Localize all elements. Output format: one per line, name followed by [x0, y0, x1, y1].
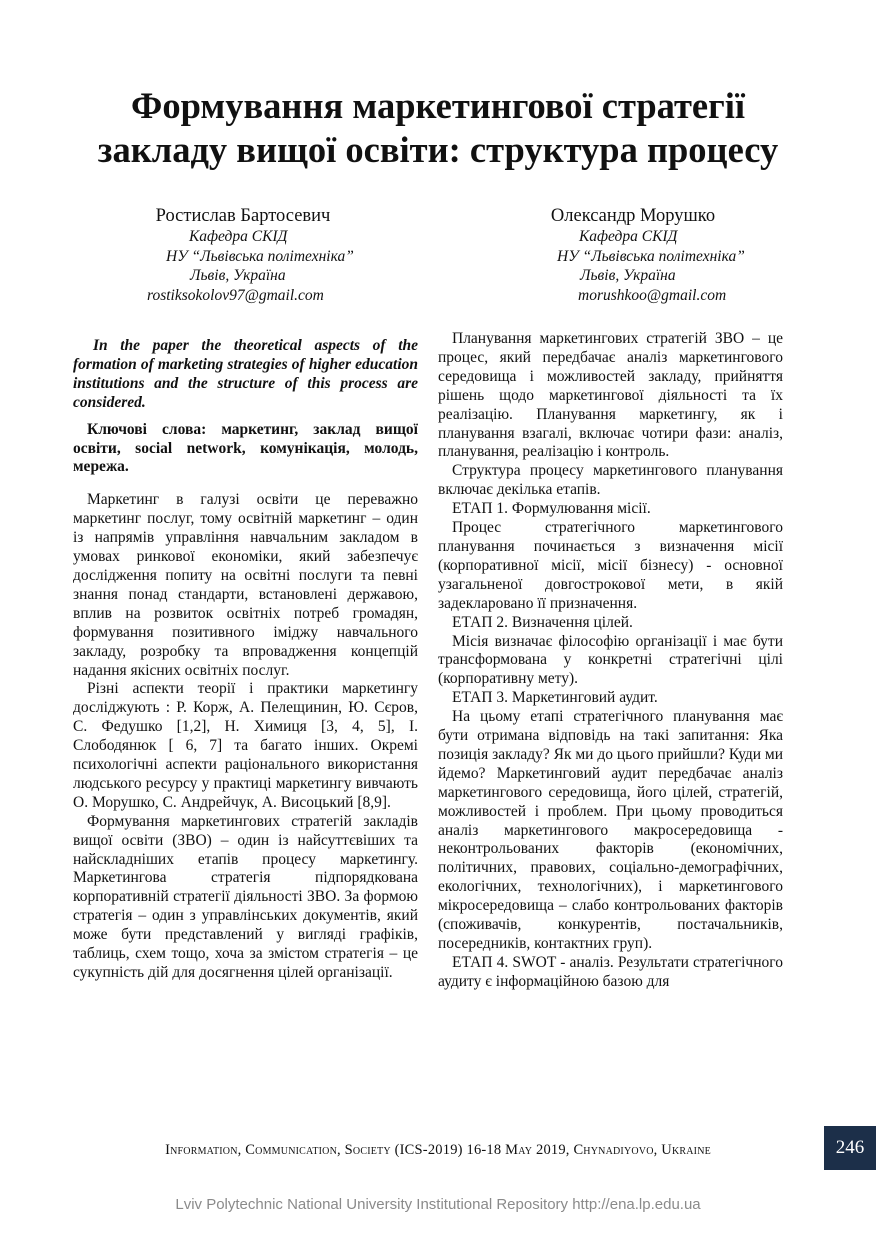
stage-heading: ЕТАП 2. Визначення цілей.	[452, 613, 633, 631]
author-city: Львів, Україна	[580, 267, 676, 284]
left-column	[73, 337, 418, 983]
body-paragraph: ЕТАП 4. SWOT - аналіз. Результати стратегічного аудиту є інформаційною базою для	[438, 953, 783, 990]
body-paragraph: Планування маркетингових стратегій ЗВО – це процес, який передбачає аналіз маркетингового середовища і можливостей закладу, прийняття рішень щодо маркетингової діяльності та їх реалізацію. Планування маркетингу, як і планування взагалі, включає чотири фази: аналіз, планування, реалізацію і контроль.	[438, 330, 783, 461]
title-line-2: закладу вищої освіти: структура процесу	[97, 129, 779, 170]
body-paragraph: Формування маркетингових стратегій закладів вищої освіти (ЗВО) – один із найсуттєвіших та найскладніших етапів процесу маркетингу. Маркетингова стратегія підпорядкована корпоративній стратегії діяльності ЗВО. За формою стратегія – один з управлінських документів, який може бути представлений у вигляді графіків, таблиць, схем тощо, хоча за змістом стратегія – це сукупність дій для досягнення цілей організації.	[73, 812, 418, 981]
paper-title	[40, 84, 836, 172]
right-column	[438, 330, 783, 992]
abstract: In the paper the theoretical aspects of the formation of marketing strategies of higher education institutions and the structure of this process are considered.	[73, 337, 418, 411]
author-name: Ростислав Бартосевич	[155, 206, 331, 226]
author-block-1	[93, 205, 393, 305]
author-email: morushkoo@gmail.com	[578, 286, 727, 304]
body-paragraph: Структура процесу маркетингового планування включає декілька етапів.	[438, 462, 783, 499]
conference-name: Information, Communication, Society (ICS-2019) 16-18 May 2019, Chynadiyovo, Ukraine	[165, 1142, 711, 1158]
author-department: Кафедра СКІД	[579, 228, 678, 245]
body-paragraph: Маркетинг в галузі освіти це переважно маркетинг послуг, тому освітній маркетинг – один із напрямів управління навчальним закладом в умовах ринкової економіки, який забезпечує дослідження попиту на освітні послуги та певні знання понад стандарти, встановлені державою, вплив на розвиток освітніх потреб громадян, формування позитивного іміджу навчального закладу, розробку та впровадження концепцій надання якісних освітніх послуг.	[73, 491, 418, 679]
title-line-1: Формування маркетингової стратегії	[131, 85, 745, 126]
body-paragraph: Процес стратегічного маркетингового планування починається з визначення місії (корпоративної місії, місії бізнесу) - основної узагальненої довгострокової мети, в якій задекларовано її призначення.	[438, 519, 783, 612]
body-paragraph: На цьому етапі стратегічного планування має бути отримана відповідь на такі запитання: Яка позиція закладу? Як ми до цього прийшли? Куди ми йдемо? Маркетинговий аудит передбачає аналіз маркетингового середовища, його цілей, стратегій, можливостей і проблем. При цьому проводиться аналіз маркетингового макросередовища - неконтрольованих факторів (економічних, політичних, правових, соціально-демографічних, екологічних, технологічних), і маркетингового мікросередовища – слабо контрольованих факторів (споживачів, конкурентів, постачальників, посередників, контактних груп).	[438, 708, 784, 952]
author-university: НУ “Львівська політехніка”	[557, 247, 745, 265]
author-university: НУ “Львівська політехніка”	[166, 247, 354, 265]
page-number-badge: 246	[824, 1126, 876, 1170]
author-name: Олександр Морушко	[550, 206, 716, 226]
author-department: Кафедра СКІД	[189, 228, 288, 245]
author-email: rostiksokolov97@gmail.com	[147, 286, 324, 304]
author-block-2	[483, 205, 783, 305]
repository-note: Lviv Polytechnic National University Institutional Repository http://ena.lp.edu.ua	[175, 1196, 701, 1213]
conference-footer	[0, 1142, 876, 1159]
stage-heading: ЕТАП 3. Маркетинговий аудит.	[452, 689, 658, 707]
author-city: Львів, Україна	[190, 267, 286, 284]
stage-heading: ЕТАП 1. Формулювання місії.	[452, 500, 651, 518]
keywords: Ключові слова: маркетинг, заклад вищої освіти, social network, комунікація, молодь, мережа.	[73, 420, 418, 476]
body-paragraph: Різні аспекти теорії і практики маркетингу досліджують : Р. Корж, А. Пелещинин, Ю. Сєров, С. Федушко [1,2], Н. Химиця [3, 4, 5], І. Слободянюк [ 6, 7] та багато інших. Окремі психологічні аспекти раціонального використання людського ресурсу у практиці маркетингу вивчають О. Морушко, С. Андрейчук, А. Висоцький [8,9].	[73, 680, 418, 811]
body-paragraph: Місія визначає філософію організації і має бути трансформована у конкретні стратегічні цілі (корпоративну мету).	[438, 632, 783, 688]
